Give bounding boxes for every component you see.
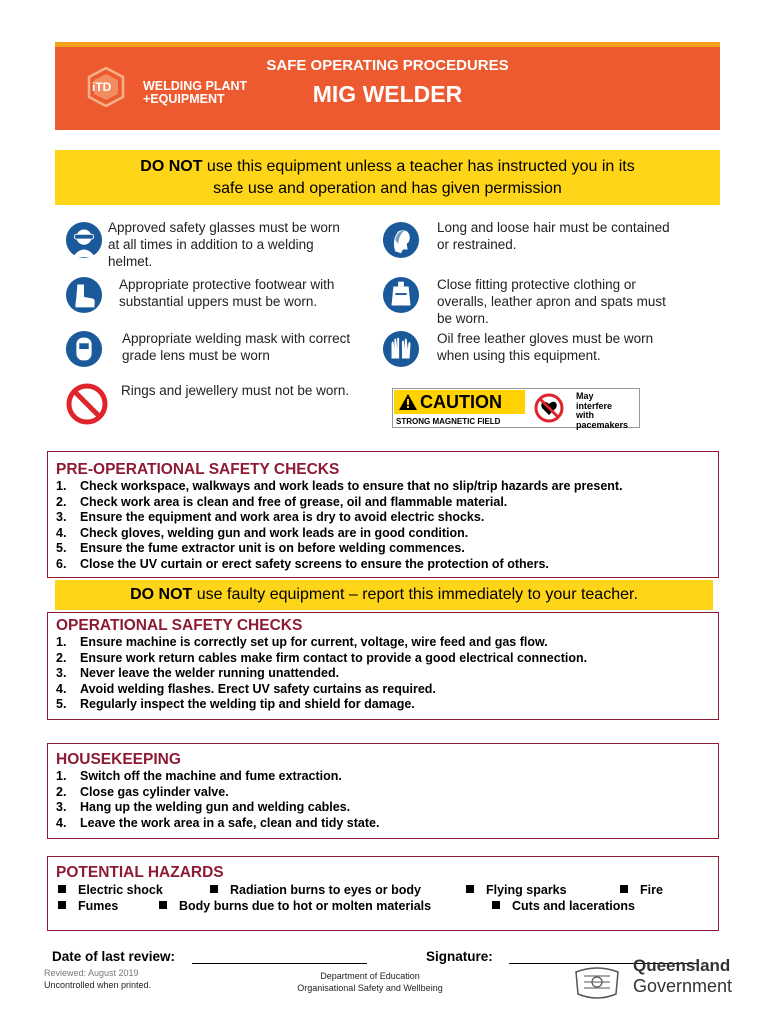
instruction-warning-banner <box>55 150 720 205</box>
faulty-equipment-banner <box>55 580 713 610</box>
warning-line-2: safe use and operation and has given permission <box>213 180 562 197</box>
list-item: 3. Hang up the welding gun and welding cables. <box>56 800 351 814</box>
section-title: POTENTIAL HAZARDS <box>56 864 224 881</box>
bullet-icon <box>159 901 167 909</box>
magnetic-field-caution-sign <box>392 388 640 428</box>
ppe-mask-text: Appropriate welding mask with correct grade lens must be worn <box>122 331 351 363</box>
queensland-wordmark: Queensland <box>633 956 731 975</box>
caution-panel <box>394 390 525 414</box>
no-jewellery-icon <box>65 382 109 426</box>
date-of-last-review-label: Date of last review: <box>52 949 176 964</box>
hazard-row-2 <box>492 899 635 913</box>
sop-header <box>55 42 720 130</box>
hazard-item: Fumes <box>78 899 119 913</box>
list-item: 4. Avoid welding flashes. Erect UV safety curtains as required. <box>56 681 436 696</box>
welding-mask-icon <box>65 330 103 368</box>
warning-line-1: use this equipment unless a teacher has instructed you in its <box>202 158 635 175</box>
item-text: Ensure the equipment and work area is dry to avoid electric shocks. <box>80 510 485 524</box>
bullet-icon <box>466 885 474 893</box>
list-item: 4. Check gloves, welding gun and work leads are in good condition. <box>56 525 469 540</box>
item-text: Regularly inspect the welding tip and shield for damage. <box>80 697 415 711</box>
uncontrolled-note: Uncontrolled when printed. <box>44 980 152 990</box>
ppe-clothing-text: Close fitting protective clothing or overalls, leather apron and spats must be worn. <box>437 277 666 326</box>
list-item: 6. Close the UV curtain or erect safety screens to ensure the protection of others. <box>56 556 549 571</box>
list-item: 5. Regularly inspect the welding tip and shield for damage. <box>56 697 415 711</box>
item-text: Close the UV curtain or erect safety screens to ensure the protection of others. <box>80 556 549 571</box>
hair-contained-icon <box>382 221 420 259</box>
pacemaker-line-3: with <box>576 410 594 420</box>
queensland-crest-icon <box>572 966 622 1000</box>
item-text: Check workspace, walkways and work leads to ensure that no slip/trip hazards are present. <box>80 479 623 493</box>
item-text: Switch off the machine and fume extraction. <box>80 769 342 783</box>
item-text: Leave the work area in a safe, clean and tidy state. <box>80 815 380 830</box>
hazard-item: Fire <box>640 883 663 897</box>
operational-section <box>47 612 719 720</box>
section-title: PRE-OPERATIONAL SAFETY CHECKS <box>56 461 340 478</box>
logo-letters: iTD <box>92 80 112 94</box>
document-type: SAFE OPERATING PROCEDURES <box>266 57 509 74</box>
hazard-row-2 <box>159 899 431 913</box>
pacemaker-warning <box>576 392 628 430</box>
government-wordmark: Government <box>633 976 733 996</box>
faulty-equipment-text: use faulty equipment – report this immediately to your teacher. <box>192 586 638 603</box>
no-pacemaker-icon <box>533 392 565 424</box>
pacemaker-line-2: interfere <box>576 400 613 411</box>
review-date-field[interactable] <box>192 963 367 964</box>
reviewed-date: Reviewed: August 2019 <box>44 968 139 978</box>
ppe-footwear-text: Appropriate protective footwear with substantial uppers must be worn. <box>119 277 335 309</box>
hazard-row-1 <box>620 883 663 897</box>
safety-boots-icon <box>65 276 103 314</box>
pacemaker-line-1: May <box>576 391 594 401</box>
pre-operational-section <box>47 451 719 578</box>
pre-operational-list <box>56 479 718 572</box>
item-text: Check work area is clean and free of grease, oil and flammable material. <box>80 494 508 509</box>
section-title: OPERATIONAL SAFETY CHECKS <box>56 617 303 634</box>
item-text: Avoid welding flashes. Erect UV safety curtains as required. <box>80 681 436 696</box>
list-item: 4. Leave the work area in a safe, clean and tidy state. <box>56 815 380 830</box>
hazard-item: Electric shock <box>78 883 163 897</box>
section-title: HOUSEKEEPING <box>56 751 181 768</box>
leather-gloves-icon <box>382 330 420 368</box>
item-text: Check gloves, welding gun and work leads are in good condition. <box>80 525 469 540</box>
hazard-item: Cuts and lacerations <box>512 899 635 913</box>
hazard-item: Radiation burns to eyes or body <box>230 883 421 897</box>
bullet-icon <box>210 885 218 893</box>
category-line-2: +EQUIPMENT <box>143 92 225 106</box>
pacemaker-line-4: pacemakers <box>576 419 629 430</box>
bullet-icon <box>620 885 628 893</box>
housekeeping-section <box>47 743 719 839</box>
equipment-title: MIG WELDER <box>312 81 463 107</box>
list-item: 1. Check workspace, walkways and work leads to ensure that no slip/trip hazards are present. <box>56 479 623 493</box>
ppe-gloves-text: Oil free leather gloves must be worn when using this equipment. <box>437 331 654 363</box>
list-item: 3. Ensure the equipment and work area is dry to avoid electric shocks. <box>56 510 485 524</box>
department-name: Department of Education <box>320 971 420 981</box>
organisation-name: Organisational Safety and Wellbeing <box>297 983 443 993</box>
hazards-section <box>47 856 719 931</box>
list-item: 2. Ensure work return cables make firm contact to provide a good electrical connection. <box>56 650 588 665</box>
safety-glasses-icon <box>65 221 103 259</box>
ppe-glasses-text: Approved safety glasses must be worn at all times in addition to a welding helmet. <box>108 220 340 269</box>
magnetic-field-label: STRONG MAGNETIC FIELD <box>396 417 501 426</box>
hazard-row-1 <box>210 883 421 897</box>
item-text: Hang up the welding gun and welding cables. <box>80 800 351 814</box>
list-item: 3. Never leave the welder running unattended. <box>56 666 340 680</box>
hazard-item: Body burns due to hot or molten materials <box>179 899 432 913</box>
caution-word: CAUTION <box>420 392 502 412</box>
list-item: 1. Ensure machine is correctly set up for current, voltage, wire feed and gas flow. <box>56 635 548 649</box>
list-item: 1. Switch off the machine and fume extraction. <box>56 769 342 783</box>
bullet-icon <box>58 901 66 909</box>
list-item: 5. Ensure the fume extractor unit is on before welding commences. <box>56 541 465 555</box>
hazard-row-1 <box>466 883 567 897</box>
category-line-1: WELDING PLANT <box>143 79 248 93</box>
signature-label: Signature: <box>426 949 493 964</box>
hazard-item: Flying sparks <box>486 883 567 897</box>
bullet-icon <box>58 885 66 893</box>
ppe-hair-text: Long and loose hair must be contained or restrained. <box>437 220 670 252</box>
hazard-row-1 <box>58 883 163 897</box>
housekeeping-list <box>56 769 718 831</box>
protective-apron-icon <box>382 276 420 314</box>
hazard-row-2 <box>58 899 118 913</box>
warning-triangle-icon <box>398 393 418 411</box>
item-text: Never leave the welder running unattended. <box>80 666 340 680</box>
operational-list <box>56 635 718 713</box>
do-not-label: DO NOT <box>140 158 203 175</box>
ppe-jewellery-text: Rings and jewellery must not be worn. <box>121 383 350 398</box>
bullet-icon <box>492 901 500 909</box>
do-not-label: DO NOT <box>130 586 193 603</box>
list-item: 2. Check work area is clean and free of grease, oil and flammable material. <box>56 494 508 509</box>
item-text: Ensure work return cables make firm contact to provide a good electrical connection. <box>80 650 588 665</box>
item-text: Ensure the fume extractor unit is on before welding commences. <box>80 541 465 555</box>
item-text: Ensure machine is correctly set up for current, voltage, wire feed and gas flow. <box>80 635 548 649</box>
list-item: 2. Close gas cylinder valve. <box>56 784 229 799</box>
item-text: Close gas cylinder valve. <box>80 784 229 799</box>
